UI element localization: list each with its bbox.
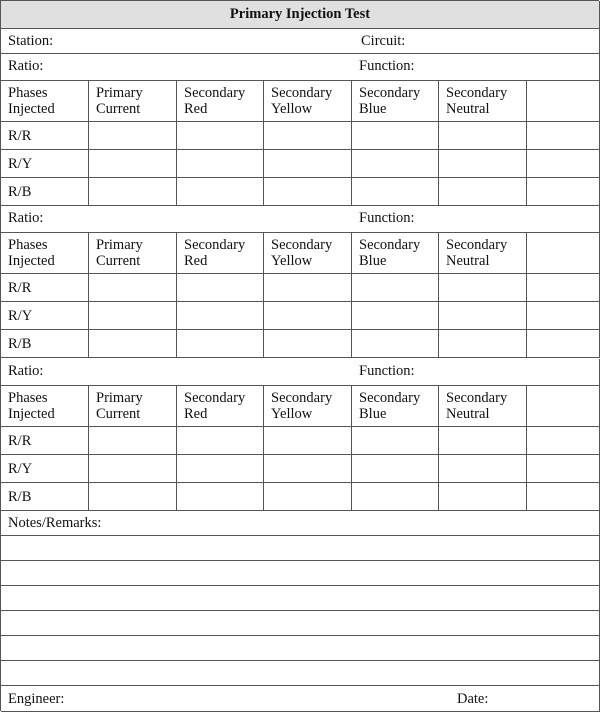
column-header-line: Blue [359,253,387,269]
measurement-cell[interactable] [527,178,599,205]
column-header-line: Current [96,406,141,422]
measurement-cell[interactable] [439,274,527,301]
measurement-cell[interactable] [89,455,177,482]
engineer-label: Engineer: [8,691,65,707]
notes-line[interactable] [1,636,600,661]
phase-label: R/R [1,427,89,454]
column-header-line: Secondary [446,390,508,406]
measurement-cell[interactable] [264,178,352,205]
phase-row [1,330,600,358]
measurement-cell[interactable] [177,150,264,177]
measurement-cell[interactable] [352,455,439,482]
measurement-cell[interactable] [264,427,352,454]
measurement-cell[interactable] [89,150,177,177]
measurement-cell[interactable] [527,122,599,149]
circuit-label: Circuit: [361,33,406,49]
measurement-cell[interactable] [89,302,177,329]
measurement-cell[interactable] [352,330,439,357]
column-header-line: Injected [8,101,55,117]
column-header [89,386,177,426]
measurement-cell[interactable] [264,274,352,301]
station-label: Station: [8,33,54,49]
column-header-line: Neutral [446,253,490,269]
function-label: Function: [359,363,415,379]
column-header [439,386,527,426]
ratio-label: Ratio: [8,210,44,226]
column-header [352,233,439,273]
column-header-line: Blue [359,101,387,117]
column-header-line: Phases [8,85,48,101]
column-header-line: Injected [8,253,55,269]
measurement-cell[interactable] [177,483,264,510]
notes-line[interactable] [1,611,600,636]
column-header [89,81,177,121]
measurement-cell[interactable] [439,427,527,454]
column-header-line: Red [184,253,208,269]
measurement-cell[interactable] [527,302,599,329]
phase-row [1,427,600,455]
column-header-line: Secondary [271,390,333,406]
column-header-line: Secondary [359,85,421,101]
phase-label: R/B [1,483,89,510]
column-header [264,233,352,273]
column-header [527,386,599,426]
station-row [1,29,600,54]
column-header-line: Red [184,101,208,117]
phase-label: R/B [1,330,89,357]
phase-label: R/Y [1,302,89,329]
ratio-function-row [1,54,600,81]
notes-line[interactable] [1,561,600,586]
column-header [352,81,439,121]
phase-row [1,455,600,483]
column-header-line: Primary [96,390,143,406]
notes-line[interactable] [1,586,600,611]
measurement-cell[interactable] [527,330,599,357]
column-header [264,81,352,121]
measurement-cell[interactable] [89,274,177,301]
column-header [177,233,264,273]
column-header-line: Primary [96,237,143,253]
notes-label: Notes/Remarks: [8,515,102,531]
measurement-header-row [1,81,600,122]
measurement-cell[interactable] [264,483,352,510]
phase-row [1,274,600,302]
column-header [1,233,89,273]
column-header [1,81,89,121]
phase-label: R/Y [1,455,89,482]
notes-line[interactable] [1,661,600,686]
column-header [177,386,264,426]
measurement-cell[interactable] [352,427,439,454]
column-header-line: Secondary [184,390,246,406]
measurement-cell[interactable] [527,150,599,177]
measurement-cell[interactable] [177,455,264,482]
function-label: Function: [359,58,415,74]
measurement-cell[interactable] [89,122,177,149]
notes-line[interactable] [1,536,600,561]
measurement-cell[interactable] [177,122,264,149]
measurement-cell[interactable] [177,302,264,329]
measurement-cell[interactable] [352,122,439,149]
column-header-line: Secondary [271,237,333,253]
column-header-line: Yellow [271,253,313,269]
column-header [352,386,439,426]
measurement-header-row [1,386,600,427]
measurement-cell[interactable] [89,330,177,357]
ratio-function-row [1,359,600,386]
measurement-cell[interactable] [352,150,439,177]
column-header-line: Neutral [446,406,490,422]
notes-header-row [1,511,600,536]
phase-row [1,122,600,150]
column-header-line: Current [96,101,141,117]
measurement-cell[interactable] [439,455,527,482]
column-header-line: Yellow [271,406,313,422]
column-header-line: Secondary [271,85,333,101]
column-header-line: Secondary [359,390,421,406]
phase-row [1,302,600,330]
phase-label: R/B [1,178,89,205]
column-header [527,81,599,121]
column-header [439,81,527,121]
column-header [1,386,89,426]
column-header [264,386,352,426]
measurement-cell[interactable] [177,330,264,357]
form-title: Primary Injection Test [1,1,600,29]
ratio-label: Ratio: [8,363,44,379]
measurement-header-row [1,233,600,274]
measurement-cell[interactable] [352,483,439,510]
ratio-label: Ratio: [8,58,44,74]
column-header-line: Secondary [359,237,421,253]
measurement-cell[interactable] [527,274,599,301]
column-header-line: Injected [8,406,55,422]
measurement-cell[interactable] [264,330,352,357]
measurement-cell[interactable] [264,302,352,329]
measurement-cell[interactable] [439,302,527,329]
measurement-cell[interactable] [89,178,177,205]
measurement-cell[interactable] [177,274,264,301]
column-header-line: Secondary [446,85,508,101]
phase-row [1,178,600,206]
column-header [89,233,177,273]
column-header-line: Primary [96,85,143,101]
column-header-line: Phases [8,390,48,406]
measurement-cell[interactable] [439,150,527,177]
column-header-line: Secondary [446,237,508,253]
measurement-cell[interactable] [527,427,599,454]
column-header-line: Secondary [184,85,246,101]
measurement-cell[interactable] [264,150,352,177]
column-header [527,233,599,273]
measurement-cell[interactable] [264,455,352,482]
phase-row [1,150,600,178]
column-header [177,81,264,121]
measurement-cell[interactable] [177,178,264,205]
column-header-line: Phases [8,237,48,253]
measurement-cell[interactable] [177,427,264,454]
column-header-line: Secondary [184,237,246,253]
signature-row [1,686,600,712]
date-label: Date: [457,691,489,707]
measurement-cell[interactable] [264,122,352,149]
column-header-line: Red [184,406,208,422]
measurement-cell[interactable] [439,330,527,357]
measurement-cell[interactable] [527,455,599,482]
column-header [439,233,527,273]
measurement-cell[interactable] [439,178,527,205]
phase-label: R/R [1,274,89,301]
column-header-line: Current [96,253,141,269]
measurement-cell[interactable] [352,178,439,205]
measurement-cell[interactable] [352,302,439,329]
ratio-function-row [1,206,600,233]
measurement-cell[interactable] [352,274,439,301]
measurement-cell[interactable] [439,122,527,149]
column-header-line: Yellow [271,101,313,117]
phase-label: R/Y [1,150,89,177]
column-header-line: Neutral [446,101,490,117]
column-header-line: Blue [359,406,387,422]
function-label: Function: [359,210,415,226]
measurement-cell[interactable] [89,483,177,510]
measurement-cell[interactable] [527,483,599,510]
measurement-cell[interactable] [89,427,177,454]
phase-label: R/R [1,122,89,149]
phase-row [1,483,600,511]
measurement-cell[interactable] [439,483,527,510]
